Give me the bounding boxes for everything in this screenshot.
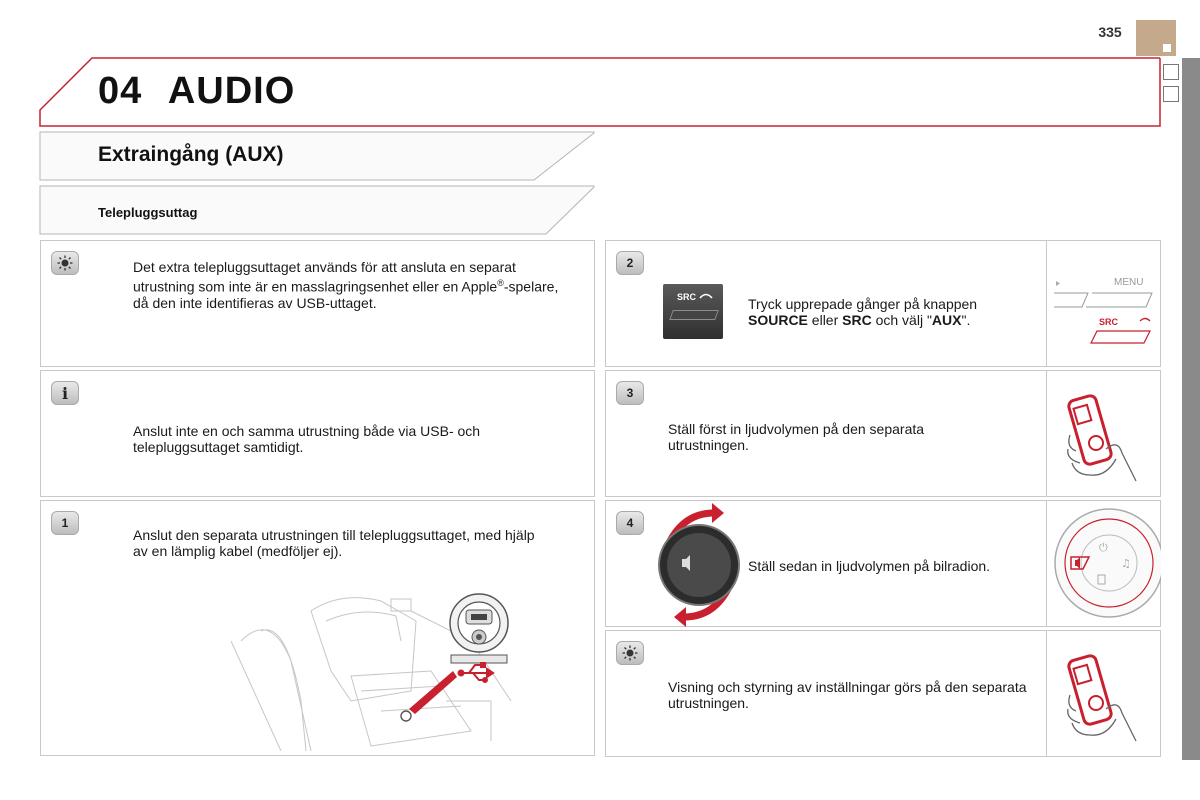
step-3-text: Ställ först in ljudvolymen på den separata utrustningen.	[668, 421, 925, 453]
console-illustration	[231, 581, 521, 751]
step-4-text: Ställ sedan in ljudvolymen på bilradion.	[748, 558, 991, 574]
section-title: Extraingång (AUX)	[98, 143, 284, 166]
tip-text: Det extra telepluggsuttaget används för att ansluta en separat utrustning som inte är en masslagringsenhet eller en Apple®-spelare, då den inte identifieras av USB-uttaget.	[133, 259, 559, 311]
step-2-text: Tryck upprepade gånger på knappen SOURCE eller SRC och välj "AUX".	[748, 296, 978, 328]
tip-right-text: Visning och styrning av inställningar görs på den separata utrustningen.	[668, 679, 1027, 711]
page-number: 335	[1098, 24, 1122, 40]
chapter-title	[98, 70, 295, 113]
src-label: SRC	[1099, 317, 1119, 327]
info-icon: i	[51, 381, 79, 405]
step-4-panel	[605, 500, 1161, 627]
phone-icon	[699, 292, 713, 300]
chapter-name: AUDIO	[167, 70, 296, 112]
step-number: 3	[616, 381, 644, 405]
info-text: Anslut inte en och samma utrustning både via USB- och telepluggsuttaget samtidigt.	[133, 423, 481, 455]
svg-text:♫: ♫	[1121, 557, 1131, 570]
tip-panel-right	[605, 630, 1161, 757]
step-number: 4	[616, 511, 644, 535]
hand-player-icon	[1066, 649, 1146, 745]
light-bulb-icon	[51, 251, 79, 275]
step-2-panel	[605, 240, 1161, 367]
step-number: 1	[51, 511, 79, 535]
step-number: 2	[616, 251, 644, 275]
hand-player-icon	[1066, 389, 1146, 485]
volume-knob-icon	[654, 501, 744, 628]
info-panel	[40, 370, 595, 497]
step-1-panel	[40, 500, 595, 756]
menu-label: MENU	[1114, 277, 1144, 288]
chapter-number: 04	[98, 70, 143, 112]
svg-text:⏻: ⏻	[1099, 541, 1108, 554]
tip-panel	[40, 240, 595, 367]
src-button: SRC	[663, 284, 723, 339]
subsection-title: Telepluggsuttag	[98, 205, 198, 220]
step-1-text: Anslut den separata utrustningen till telepluggsuttaget, med hjälp av en lämplig kabel (medföljer ej).	[133, 527, 535, 559]
radio-knob-illustration	[1047, 505, 1161, 623]
step-3-panel	[605, 370, 1161, 497]
light-bulb-icon	[616, 641, 644, 665]
